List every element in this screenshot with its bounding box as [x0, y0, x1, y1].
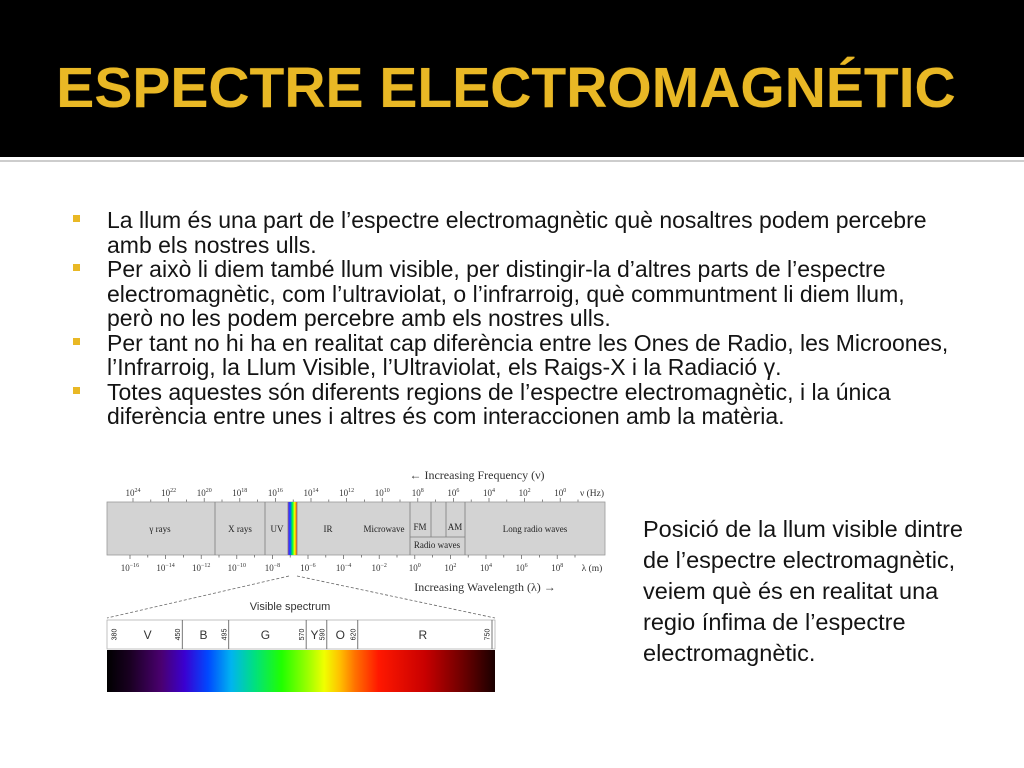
- frequency-tick-label: [554, 488, 566, 498]
- tick-exponent: 6: [524, 563, 528, 569]
- tick-base: 10: [120, 563, 130, 573]
- tick-base: 10: [483, 488, 492, 498]
- bullet-text-line: Per tant no hi ha en realitat cap diferència entre les Ones de Radio, les Microones,: [107, 329, 949, 356]
- tick-exponent: −12: [201, 563, 211, 569]
- visible-color-gradient: [107, 650, 495, 692]
- region-label: Microwave: [363, 524, 405, 534]
- wavelength-tick-label: [228, 563, 246, 573]
- tick-base: 10: [374, 488, 384, 498]
- bullet-text-line: l’Infrarroig, la Llum Visible, l’Ultraviolat, els Raigs-X i la Radiació γ.: [107, 354, 782, 380]
- tick-exponent: 4: [489, 563, 492, 569]
- tick-base: 10: [264, 563, 274, 573]
- tick-exponent: −8: [273, 563, 281, 569]
- frequency-tick-label: [304, 488, 319, 498]
- tick-exponent: 0: [563, 488, 567, 494]
- frequency-tick-label: [197, 488, 212, 498]
- tick-base: 10: [408, 563, 418, 573]
- wavelength-nm-label: 570: [298, 628, 306, 641]
- tick-exponent: 10: [383, 488, 390, 494]
- wavelength-tick-label: [444, 563, 456, 573]
- color-band-letter: Y: [310, 628, 319, 642]
- wavelength-heading: Increasing Wavelength (λ) →: [414, 580, 556, 594]
- square-bullet-icon: [73, 215, 80, 222]
- tick-base: 10: [447, 488, 457, 498]
- wavelength-nm-label: 620: [350, 628, 358, 641]
- wavelength-tick-label: [156, 563, 174, 573]
- bullet-item: [107, 208, 948, 257]
- tick-base: 10: [554, 488, 564, 498]
- caption-line: de l’espectre electromagnètic,: [643, 547, 956, 573]
- region-label: AM: [447, 522, 463, 532]
- bullet-text-line: però no les podem percebre amb els nostres ulls.: [107, 305, 611, 331]
- tick-base: 10: [125, 488, 135, 498]
- tick-exponent: 4: [492, 488, 495, 494]
- slide-title: ESPECTRE ELECTROMAGNÉTIC: [56, 56, 956, 120]
- wavelength-tick-label: [121, 563, 139, 573]
- wavelength-nm-label: 590: [319, 628, 327, 641]
- tick-exponent: −6: [309, 563, 316, 569]
- tick-base: 10: [303, 488, 313, 498]
- wavelength-tick-label: [372, 563, 387, 573]
- wavelength-tick-label: [516, 563, 528, 573]
- tick-base: 10: [192, 563, 202, 573]
- bullet-text-line: electromagnètic, com l’ultraviolat, o l’infrarroig, què communtment li diem llum,: [107, 280, 905, 307]
- wavelength-scale: [121, 555, 575, 573]
- tick-base: 10: [161, 488, 171, 498]
- header-divider: [0, 160, 1024, 162]
- diagram-caption: [643, 514, 963, 669]
- square-bullet-icon: [73, 264, 80, 271]
- tick-exponent: 20: [205, 488, 212, 494]
- frequency-tick-label: [161, 488, 176, 498]
- bullet-list: [107, 208, 948, 429]
- wavelength-nm-label: 450: [174, 628, 182, 641]
- color-band-letter: B: [199, 628, 208, 642]
- tick-exponent: 22: [170, 488, 177, 494]
- tick-exponent: −10: [236, 563, 246, 569]
- tick-exponent: −4: [344, 563, 352, 569]
- wavelength-tick-label: [336, 563, 351, 573]
- wavelength-tick-label: [300, 563, 315, 573]
- region-label: γ rays: [149, 524, 171, 534]
- tick-base: 10: [551, 563, 561, 573]
- region-label: X rays: [228, 524, 252, 534]
- wavelength-nm-label: 380: [111, 628, 119, 641]
- electromagnetic-spectrum-diagram: [100, 460, 610, 700]
- square-bullet-icon: [73, 387, 80, 394]
- tick-base: 10: [267, 488, 277, 498]
- bullet-item: [107, 331, 948, 380]
- frequency-tick-label: [483, 488, 495, 498]
- tick-base: 10: [227, 563, 237, 573]
- wavelength-nm-label: 750: [484, 628, 492, 641]
- visible-spectrum-title: Visible spectrum: [249, 601, 331, 613]
- bullet-text-line: diferència entre unes i altres és com interaccionen amb la matèria.: [107, 403, 785, 429]
- region-label: FM: [413, 522, 427, 532]
- tick-base: 10: [411, 488, 421, 498]
- frequency-tick-label: [447, 488, 459, 498]
- color-band-letter: R: [418, 628, 428, 642]
- region-label: Long radio waves: [502, 524, 568, 534]
- tick-exponent: 6: [456, 488, 460, 494]
- region-label: UV: [270, 524, 284, 534]
- tick-base: 10: [515, 563, 525, 573]
- tick-exponent: 2: [453, 563, 457, 569]
- tick-exponent: −16: [129, 563, 140, 569]
- tick-base: 10: [156, 563, 166, 573]
- tick-exponent: 18: [241, 488, 248, 494]
- wavelength-tick-label: [480, 563, 492, 573]
- frequency-tick-label: [375, 488, 390, 498]
- title-bar: [0, 0, 1024, 157]
- frequency-tick-label: [268, 488, 283, 498]
- tick-exponent: 16: [276, 488, 283, 494]
- tick-base: 10: [518, 488, 528, 498]
- wavelength-nm-label: 495: [221, 628, 229, 641]
- tick-base: 10: [300, 563, 310, 573]
- tick-exponent: 14: [312, 488, 319, 494]
- bullet-item: [107, 380, 948, 429]
- square-bullet-icon: [73, 338, 80, 345]
- frequency-tick-label: [519, 488, 531, 498]
- region-label: IR: [323, 524, 333, 534]
- frequency-tick-label: [126, 488, 141, 498]
- frequency-tick-label: [339, 488, 354, 498]
- caption-line: Posició de la llum visible dintre: [643, 516, 964, 542]
- tick-exponent: 2: [527, 488, 531, 494]
- caption-line: electromagnètic.: [643, 640, 816, 666]
- region-label: Radio waves: [413, 540, 461, 550]
- caption-line: veiem què és en realitat una: [643, 578, 939, 604]
- wavelength-tick-label: [551, 563, 563, 573]
- frequency-tick-label: [232, 488, 247, 498]
- tick-exponent: 8: [420, 488, 424, 494]
- bullet-text-line: Totes aquestes són diferents regions de l’espectre electromagnètic, i la única: [107, 378, 891, 405]
- tick-exponent: 0: [417, 563, 421, 569]
- tick-exponent: −2: [380, 563, 387, 569]
- wavelength-unit: λ (m): [581, 564, 603, 574]
- wavelength-tick-label: [409, 563, 421, 573]
- wavelength-tick-label: [265, 563, 280, 573]
- color-band-letter: V: [143, 628, 152, 642]
- tick-base: 10: [196, 488, 206, 498]
- tick-base: 10: [335, 563, 345, 573]
- tick-base: 10: [371, 563, 381, 573]
- bullet-text-line: amb els nostres ulls.: [107, 231, 317, 258]
- tick-base: 10: [444, 563, 454, 573]
- tick-base: 10: [339, 488, 349, 498]
- color-band-letter: G: [260, 628, 271, 642]
- frequency-heading: ← Increasing Frequency (ν): [409, 468, 545, 482]
- tick-exponent: −14: [165, 563, 175, 569]
- tick-base: 10: [232, 488, 242, 498]
- tick-exponent: 8: [560, 563, 564, 569]
- frequency-unit: ν (Hz): [579, 489, 605, 499]
- visible-light-strip: [288, 502, 297, 555]
- frequency-tick-label: [412, 488, 424, 498]
- frequency-scale: [126, 488, 579, 502]
- caption-line: regio ínfima de l’espectre: [643, 609, 906, 635]
- wavelength-tick-label: [192, 563, 210, 573]
- bullet-item: [107, 257, 948, 331]
- tick-exponent: 12: [348, 488, 355, 494]
- tick-exponent: 24: [134, 488, 141, 494]
- color-band-letter: O: [335, 628, 345, 642]
- tick-base: 10: [480, 563, 489, 573]
- bullet-text-line: La llum és una part de l’espectre electromagnètic què nosaltres podem percebre: [107, 207, 927, 233]
- bullet-text-line: Per això li diem també llum visible, per distingir-la d’altres parts de l’espectre: [107, 256, 886, 282]
